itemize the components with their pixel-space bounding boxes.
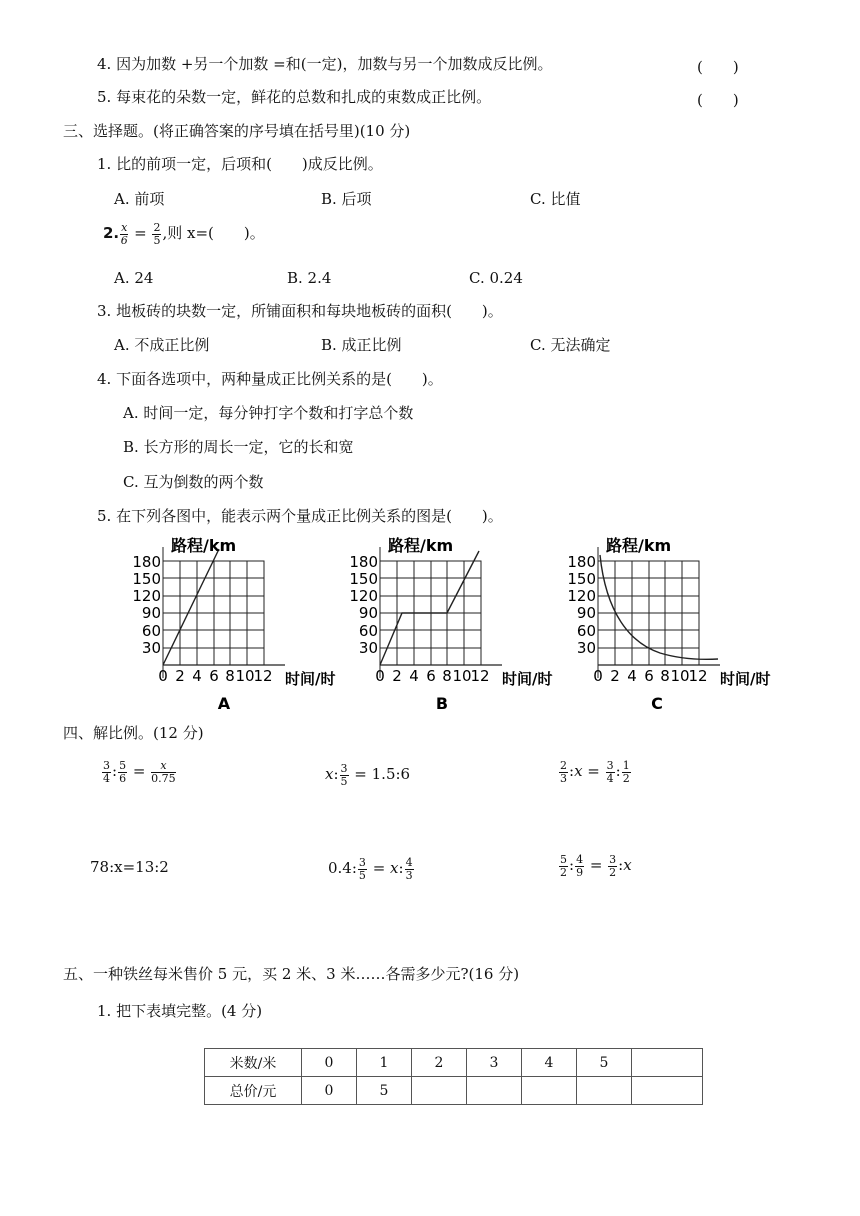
graph-c-xtick: 4 bbox=[627, 667, 637, 685]
judge-q5: 5. 每束花的朵数一定，鲜花的总数和扎成的束数成正比例。 bbox=[97, 88, 492, 106]
graph-a-ytick: 90 bbox=[141, 604, 161, 622]
choice-q2-suffix: ,则 x=( )。 bbox=[162, 224, 265, 243]
price-table bbox=[204, 1048, 703, 1105]
answer-blank-judge-q5[interactable]: ( ) bbox=[697, 91, 739, 109]
table-cell: 0 bbox=[302, 1049, 357, 1077]
choice-q1: 1. 比的前项一定，后项和( )成反比例。 bbox=[97, 155, 383, 173]
graph-b-ylabel: 路程/km bbox=[388, 536, 454, 555]
table-cell-blank[interactable] bbox=[632, 1049, 703, 1077]
graph-b-xtick: 2 bbox=[392, 667, 402, 685]
proportion-eq-6: $\frac{5}{2}$ : $\frac{4}{9}$ = $\frac{3}{2}$ :x bbox=[560, 853, 632, 879]
proportion-eq-4: 78:x=13:2 bbox=[90, 858, 169, 876]
graph-a-label: A bbox=[217, 694, 231, 713]
graph-a-ylabel: 路程/km bbox=[171, 536, 237, 555]
graph-a-ytick: 180 bbox=[132, 553, 161, 571]
table-cell-blank[interactable] bbox=[522, 1077, 577, 1105]
graph-c-ytick: 150 bbox=[567, 570, 596, 588]
table-cell: 2 bbox=[412, 1049, 467, 1077]
table-cell-blank[interactable] bbox=[412, 1077, 467, 1105]
graph-c-xtick: 2 bbox=[610, 667, 620, 685]
graph-a-xtick: 6 bbox=[209, 667, 219, 685]
fraction-2-over-5: $\frac{2}{5}$ bbox=[153, 221, 161, 247]
graph-c[interactable] bbox=[560, 533, 790, 713]
table-cell: 1 bbox=[357, 1049, 412, 1077]
graph-b-xtick: 12 bbox=[470, 667, 490, 685]
graph-a-xtick: 12 bbox=[253, 667, 273, 685]
section5-title: 五、一种铁丝每米售价 5 元，买 2 米、3 米……各需多少元?(16 分) bbox=[63, 965, 520, 983]
graph-b-ytick: 90 bbox=[358, 604, 378, 622]
graph-c-xtick: 12 bbox=[688, 667, 708, 685]
graph-a-ytick: 120 bbox=[132, 587, 161, 605]
table-head-meters: 米数/米 bbox=[205, 1049, 302, 1077]
graph-a[interactable] bbox=[125, 533, 336, 713]
choice-q4: 4. 下面各选项中，两种量成正比例关系的是( )。 bbox=[97, 370, 443, 388]
choice-q1-option-b[interactable]: B. 后项 bbox=[321, 190, 372, 208]
graph-b[interactable] bbox=[342, 533, 562, 713]
graph-a-xtick: 10 bbox=[235, 667, 255, 685]
choice-q2-option-a[interactable]: A. 24 bbox=[114, 269, 154, 287]
fraction-x-over-6: $\frac{x}{6}$ bbox=[120, 221, 128, 247]
choice-q3-option-b[interactable]: B. 成正比例 bbox=[321, 336, 402, 354]
graph-c-xtick: 8 bbox=[660, 667, 670, 685]
choice-q2-number: 2. bbox=[103, 224, 120, 243]
choice-q2-option-c[interactable]: C. 0.24 bbox=[469, 269, 523, 287]
table-cell: 5 bbox=[577, 1049, 632, 1077]
graph-c-label: C bbox=[651, 694, 663, 713]
graph-b-ytick: 180 bbox=[349, 553, 378, 571]
graph-b-ytick: 30 bbox=[358, 639, 378, 657]
choice-q3-option-a[interactable]: A. 不成正比例 bbox=[114, 336, 210, 354]
graph-a-xtick: 4 bbox=[192, 667, 202, 685]
graph-c-ytick: 60 bbox=[576, 622, 596, 640]
graph-b-xlabel: 时间/时 bbox=[502, 670, 553, 688]
graph-b-xtick: 4 bbox=[409, 667, 419, 685]
table-cell: 5 bbox=[357, 1077, 412, 1105]
table-cell-blank[interactable] bbox=[632, 1077, 703, 1105]
judge-q4: 4. 因为加数 +另一个加数 =和(一定)，加数与另一个加数成反比例。 bbox=[97, 55, 553, 73]
graph-c-ytick: 180 bbox=[567, 553, 596, 571]
table-cell: 3 bbox=[467, 1049, 522, 1077]
graph-b-xtick: 10 bbox=[452, 667, 472, 685]
graph-c-xtick: 6 bbox=[644, 667, 654, 685]
proportion-eq-5: 0.4: $\frac{3}{5}$ = x: $\frac{4}{3}$ bbox=[328, 856, 413, 882]
graph-a-xtick: 0 bbox=[158, 667, 168, 685]
graph-b-ytick: 60 bbox=[358, 622, 378, 640]
choice-q3-option-c[interactable]: C. 无法确定 bbox=[530, 336, 611, 354]
table-cell: 0 bbox=[302, 1077, 357, 1105]
graph-c-xtick: 10 bbox=[670, 667, 690, 685]
choice-q2: 2. $\frac{x}{6}$ = $\frac{2}{5}$ ,则 x=( )。 bbox=[103, 221, 265, 247]
table-cell-blank[interactable] bbox=[577, 1077, 632, 1105]
graph-b-xtick: 8 bbox=[442, 667, 452, 685]
section4-title: 四、解比例。(12 分) bbox=[63, 724, 204, 742]
graph-b-ytick: 150 bbox=[349, 570, 378, 588]
graph-c-ytick: 90 bbox=[576, 604, 596, 622]
graph-c-ytick: 30 bbox=[576, 639, 596, 657]
choice-q4-option-c[interactable]: C. 互为倒数的两个数 bbox=[123, 473, 264, 491]
graph-a-ytick: 150 bbox=[132, 570, 161, 588]
section5-sub1: 1. 把下表填完整。(4 分) bbox=[97, 1002, 263, 1020]
graph-c-ylabel: 路程/km bbox=[606, 536, 672, 555]
choice-q4-option-b[interactable]: B. 长方形的周长一定，它的长和宽 bbox=[123, 438, 354, 456]
table-row bbox=[205, 1077, 703, 1105]
proportion-eq-2: x: $\frac{3}{5}$ = 1.5:6 bbox=[325, 762, 411, 788]
graph-a-xlabel: 时间/时 bbox=[285, 670, 336, 688]
graph-c-ytick: 120 bbox=[567, 587, 596, 605]
choice-q5: 5. 在下列各图中，能表示两个量成正比例关系的图是( )。 bbox=[97, 507, 503, 525]
table-row bbox=[205, 1049, 703, 1077]
proportion-eq-3: $\frac{2}{3}$ :x = $\frac{3}{4}$ : $\frac{1}{2}$ bbox=[560, 759, 630, 785]
graph-c-xtick: 0 bbox=[593, 667, 603, 685]
section3-title: 三、选择题。(将正确答案的序号填在括号里)(10 分) bbox=[63, 122, 411, 140]
table-cell-blank[interactable] bbox=[467, 1077, 522, 1105]
graph-a-ytick: 30 bbox=[141, 639, 161, 657]
graph-b-label: B bbox=[435, 694, 449, 713]
graph-a-ytick: 60 bbox=[141, 622, 161, 640]
graph-c-xlabel: 时间/时 bbox=[720, 670, 771, 688]
choice-q1-option-c[interactable]: C. 比值 bbox=[530, 190, 581, 208]
graph-b-xtick: 6 bbox=[426, 667, 436, 685]
choice-q4-option-a[interactable]: A. 时间一定，每分钟打字个数和打字总个数 bbox=[123, 404, 414, 422]
table-head-price: 总价/元 bbox=[205, 1077, 302, 1105]
graph-a-xtick: 2 bbox=[175, 667, 185, 685]
graph-b-ytick: 120 bbox=[349, 587, 378, 605]
choice-q3: 3. 地板砖的块数一定，所铺面积和每块地板砖的面积( )。 bbox=[97, 302, 503, 320]
graph-a-xtick: 8 bbox=[225, 667, 235, 685]
answer-blank-judge-q4[interactable]: ( ) bbox=[697, 58, 739, 76]
choice-q1-option-a[interactable]: A. 前项 bbox=[114, 190, 165, 208]
graph-b-xtick: 0 bbox=[375, 667, 385, 685]
table-cell: 4 bbox=[522, 1049, 577, 1077]
choice-q2-option-b[interactable]: B. 2.4 bbox=[287, 269, 332, 287]
proportion-eq-1: $\frac{3}{4}$ : $\frac{5}{6}$ = $\frac{x}{0.75}$ bbox=[103, 759, 176, 785]
